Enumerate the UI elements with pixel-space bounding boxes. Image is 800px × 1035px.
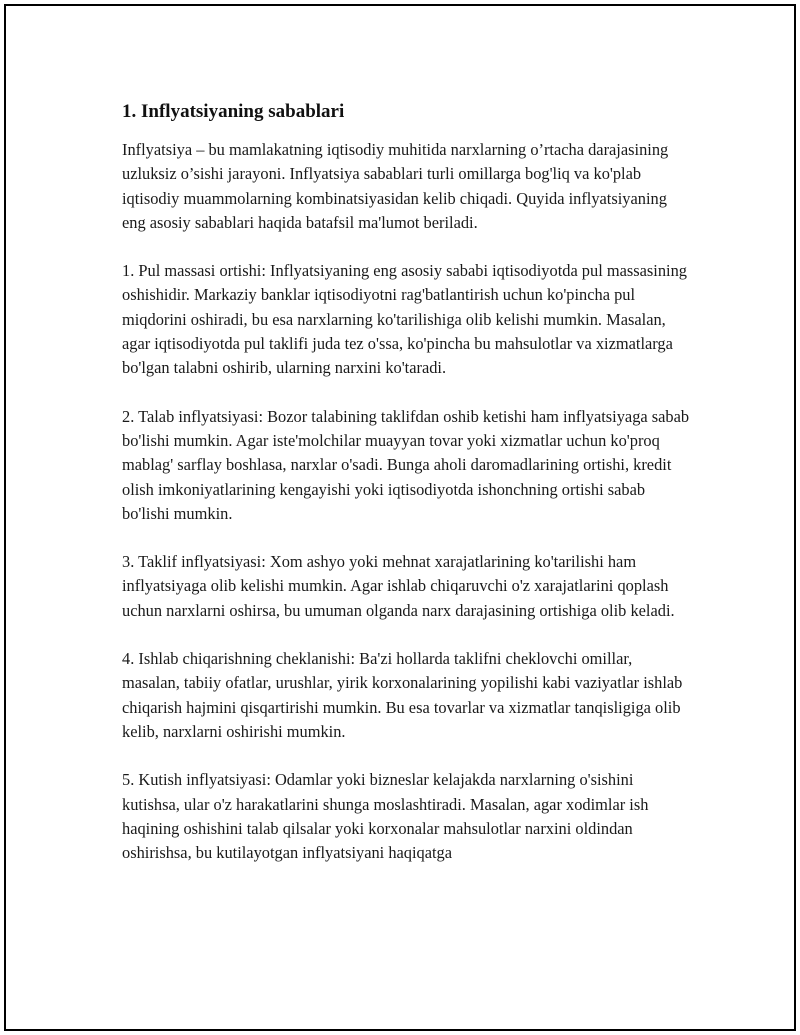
paragraph-expectation-inflation: 5. Kutish inflyatsiyasi: Odamlar yoki bizneslar kelajakda narxlarning o'sishini kutishsa, ular o'z harakatlarini shunga moslashtiradi. Masalan, agar xodimlar ish haqining oshishini talab qilsalar yoki korxonalar mahsulotlar narxini oldindan oshirishsa, bu kutilayotgan inflyatsiyani haqiqatga <box>122 770 649 863</box>
section-title: 1. Inflyatsiyaning sabablari <box>122 101 345 122</box>
paragraph-money-supply: 1. Pul massasi ortishi: Inflyatsiyaning eng asosiy sababi iqtisodiyotda pul massasining oshishidir. Markaziy banklar iqtisodiyotni rag'batlantirish uchun ko'pincha pul miqdorini oshiradi, bu esa narxlarning ko'tarilishiga olib kelishi mumkin. Masalan, agar iqtisodiyotda pul taklifi juda tez o'ssa, ko'pincha bu mahsulotlar va xizmatlarga bo'lgan talabni oshirib, ularning narxini ko'taradi. <box>122 261 687 378</box>
page-frame <box>4 4 796 1031</box>
intro-paragraph: Inflyatsiya – bu mamlakatning iqtisodiy muhitida narxlarning o’rtacha darajasining uzluksiz o’sishi jarayoni. Inflyatsiya sabablari turli omillarga bog'liq va ko'plab iqtisodiy muammolarning kombinatsiyasidan kelib chiqadi. Quyida inflyatsiyaning eng asosiy sabablari haqida batafsil ma'lumot beriladi. <box>122 140 669 232</box>
paragraph-demand-inflation: 2. Talab inflyatsiyasi: Bozor talabining taklifdan oshib ketishi ham inflyatsiyaga sabab bo'lishi mumkin. Agar iste'molchilar muayyan tovar yoki xizmatlar uchun ko'proq mablag' sarflay boshlasa, narxlar o'sadi. Bunga aholi daromadlarining ortishi, kredit olish imkoniyatlarining kengayishi yoki iqtisodiyotda ishonchning ortishi sabab bo'lishi mumkin. <box>122 406 690 523</box>
paragraph-supply-inflation: 3. Taklif inflyatsiyasi: Xom ashyo yoki mehnat xarajatlarining ko'tarilishi ham inflyatsiyaga olib kelishi mumkin. Agar ishlab chiqaruvchi o'z xarajatlarini qoplash uchun narxlarni oshirsa, bu umuman olganda narx darajasining ortishiga olib keladi. <box>122 552 675 620</box>
paragraph-production-limits: 4. Ishlab chiqarishning cheklanishi: Ba'zi hollarda taklifni cheklovchi omillar, masalan, tabiiy ofatlar, urushlar, yirik korxonalarining yopilishi kabi vaziyatlar ishlab chiqarish hajmini qisqartirishi mumkin. Bu esa tovarlar va xizmatlar tanqisligiga olib kelib, narxlarni oshirishi mumkin. <box>122 649 683 741</box>
document-body <box>122 98 694 889</box>
